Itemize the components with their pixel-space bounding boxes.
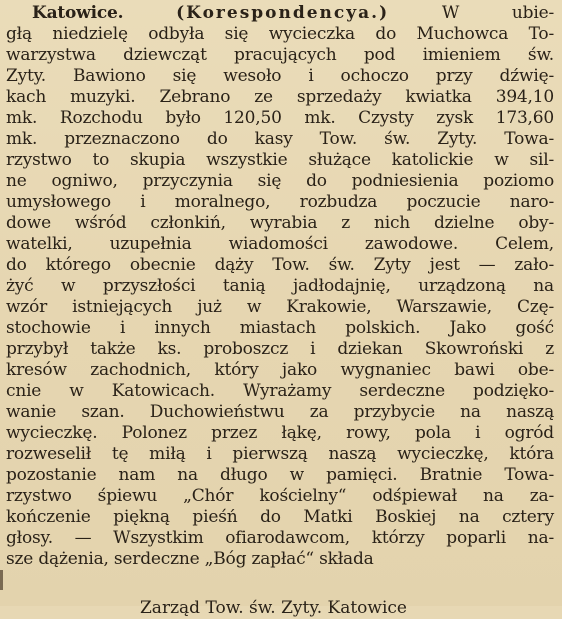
article-lead-line xyxy=(6,3,554,24)
dateline: Katowice. xyxy=(32,3,124,23)
article-line: dowe wśród członkiń, wyrabia z nich dzielne oby- xyxy=(6,213,554,233)
article-line: warzystwa dziewcząt pracujących pod imieniem św. xyxy=(6,45,554,65)
article-line: przybył także ks. proboszcz i dziekan Skowroński z xyxy=(6,339,554,359)
article-line: wzór istniejących już w Krakowie, Warszawie, Czę- xyxy=(6,297,554,317)
cut-off-signature-line: Zarząd Tow. św. Zyty. Katowice xyxy=(140,598,407,618)
correspondence-label: (Korespondencya.) xyxy=(176,3,390,23)
article-line: umysłowego i moralnego, rozbudza poczucie naro- xyxy=(6,192,554,212)
article-line: kach muzyki. Zebrano ze sprzedaży kwiatka 394,10 xyxy=(6,87,554,107)
lead-rest: W ubie- xyxy=(441,3,554,23)
article-body xyxy=(6,3,554,570)
article-line: do którego obecnie dąży Tow. św. Zyty jest — zało- xyxy=(6,255,554,275)
article-line: głosy. — Wszystkim ofiarodawcom, którzy poparli na- xyxy=(6,528,554,548)
article-line: głą niedzielę odbyła się wycieczka do Muchowca To- xyxy=(6,24,554,44)
article-line: kresów zachodnich, który jako wygnaniec bawi obe- xyxy=(6,360,554,380)
article-line: stochowie i innych miastach polskich. Jako gość xyxy=(6,318,554,338)
article-line: ne ogniwo, przyczynia się do podniesienia poziomo xyxy=(6,171,554,191)
article-line: mk. przeznaczono do kasy Tow. św. Zyty. Towa- xyxy=(6,129,554,149)
article-line: wanie szan. Duchowieństwu za przybycie na naszą xyxy=(6,402,554,422)
article-line: rozweselił tę miłą i pierwszą naszą wycieczkę, która xyxy=(6,444,554,464)
article-line: pozostanie nam na długo w pamięci. Bratnie Towa- xyxy=(6,465,554,485)
article-line: żyć w przyszłości tanią jadłodajnię, urządzoną na xyxy=(6,276,554,296)
article-line: rzystwo to skupia wszystkie służące katolickie w sil- xyxy=(6,150,554,170)
article-line: wycieczkę. Polonez przez łąkę, rowy, pola i ogród xyxy=(6,423,554,443)
article-line: kończenie piękną pieśń do Matki Boskiej na cztery xyxy=(6,507,554,527)
article-line: Zyty. Bawiono się wesoło i ochoczo przy dźwię- xyxy=(6,66,554,86)
column-edge-mark xyxy=(0,570,3,590)
article-line: watelki, uzupełnia wiadomości zawodowe. Celem, xyxy=(6,234,554,254)
article-line: rzystwo śpiewu „Chór kościelny“ odśpiewał na za- xyxy=(6,486,554,506)
article-line: sze dążenia, serdeczne „Bóg zapłać“ składa xyxy=(6,549,374,569)
article-line: mk. Rozchodu było 120,50 mk. Czysty zysk 173,60 xyxy=(6,108,554,128)
article-line: cnie w Katowicach. Wyrażamy serdeczne podzięko- xyxy=(6,381,554,401)
